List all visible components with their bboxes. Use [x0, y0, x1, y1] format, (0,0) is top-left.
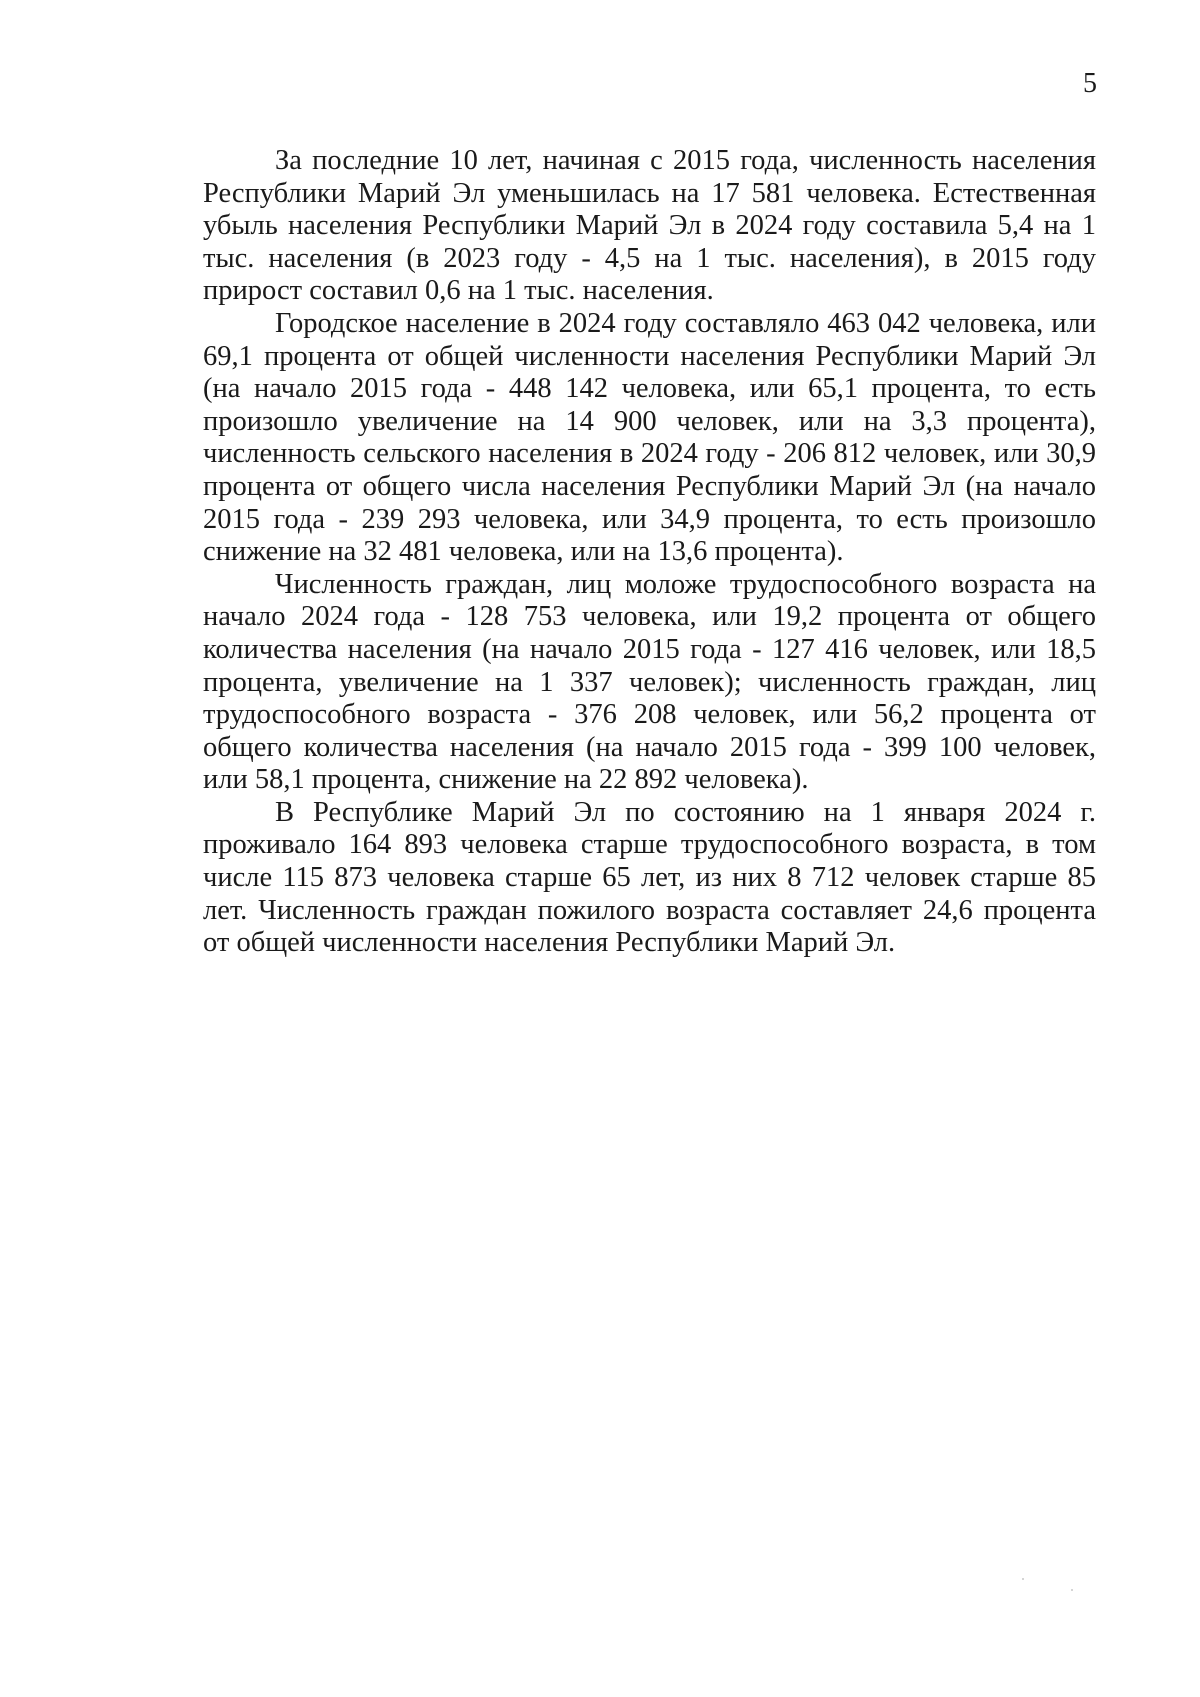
document-body — [203, 145, 1096, 960]
paragraph-elderly-population: В Республике Марий Эл по состоянию на 1 января 2024 г. проживало 164 893 человека старше трудоспособного возраста, в том числе 115 873 человека старше 65 лет, из них 8 712 человек старше 85 лет. Численность граждан пожилого возраста составляет 24,6 процента от общей численности населения Республики Марий Эл. — [203, 796, 1096, 959]
paragraph-age-groups: Численность граждан, лиц моложе трудоспособного возраста на начало 2024 года - 128 753 человека, или 19,2 процента от общего количества населения (на начало 2015 года - 127 416 человек, или 18,5 процента, увеличение на 1 337 человек); численность граждан, лиц трудоспособного возраста - 376 208 человек, или 56,2 процента от общего количества населения (на начало 2015 года - 399 100 человек, или 58,1 процента, снижение на 22 892 человека). — [203, 568, 1096, 796]
paragraph-population-decline: За последние 10 лет, начиная с 2015 года, численность населения Республики Марий Эл уменьшилась на 17 581 человека. Естественная убыль населения Республики Марий Эл в 2024 году составила 5,4 на 1 тыс. населения (в 2023 году - 4,5 на 1 тыс. населения), в 2015 году прирост составил 0,6 на 1 тыс. населения. — [203, 145, 1096, 307]
scan-artifact — [1022, 1578, 1024, 1580]
scan-artifact — [1071, 1589, 1073, 1591]
paragraph-urban-rural-population: Городское население в 2024 году составляло 463 042 человека, или 69,1 процента от общей численности населения Республики Марий Эл (на начало 2015 года - 448 142 человека, или 65,1 процента, то есть произошло увеличение на 14 900 человек, или на 3,3 процента), численность сельского населения в 2024 году - 206 812 человек, или 30,9 процента от общего числа населения Республики Марий Эл (на начало 2015 года - 239 293 человека, или 34,9 процента, то есть произошло снижение на 32 481 человека, или на 13,6 процента). — [203, 307, 1096, 568]
page-number: 5 — [1083, 68, 1097, 99]
